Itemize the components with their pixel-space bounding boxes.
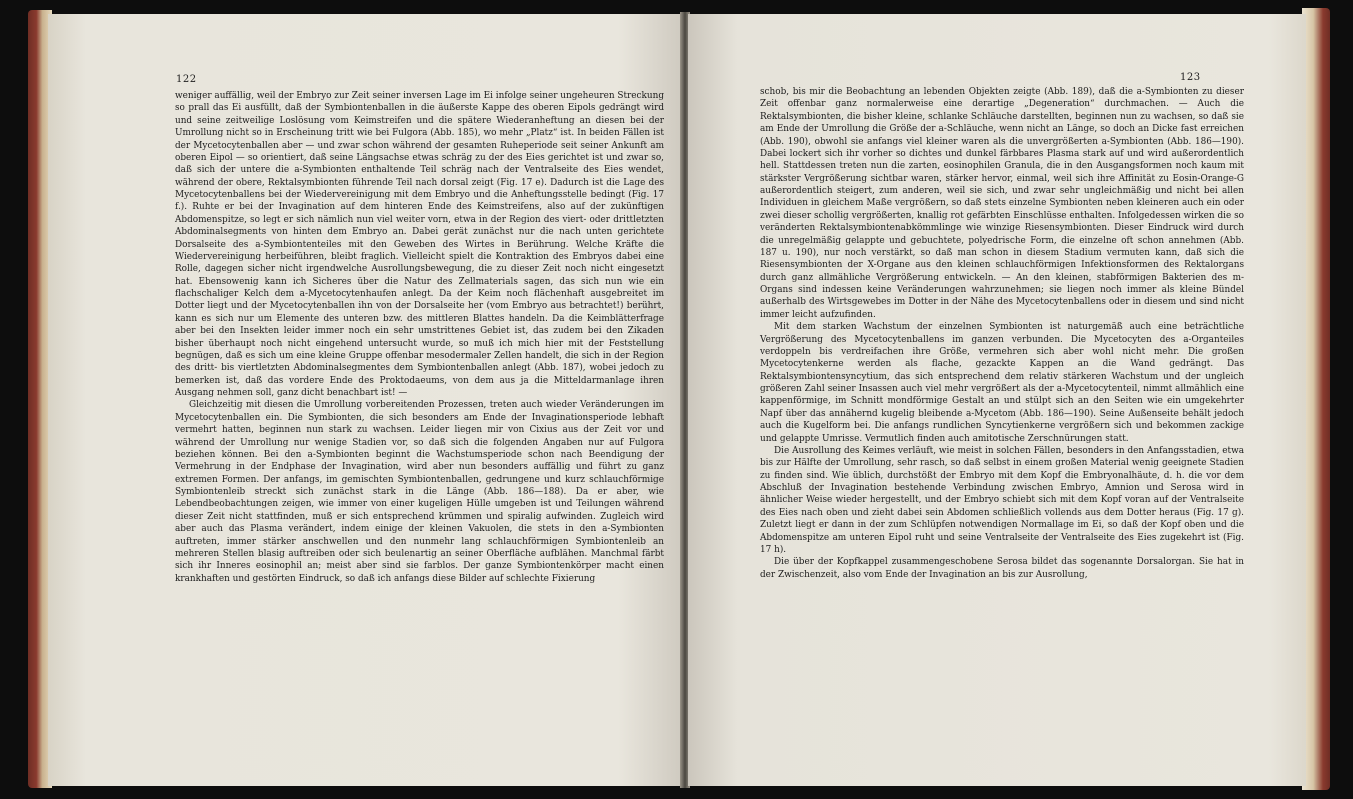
paragraph: Die über der Kopfkappel zusammengeschobene Serosa bildet das sogenannte Dorsalorgan. Sie hat in der Zwischenzeit, also vom Ende der Invagination an bis zur Ausrollung,: [760, 557, 1244, 580]
book-edge-right: [1302, 8, 1330, 790]
page-number-right: 123: [1180, 72, 1201, 83]
right-page-text: [760, 86, 1244, 581]
paragraph: schob, bis mir die Beobachtung an lebenden Objekten zeigte (Abb. 189), daß die a-Symbionten zu dieser Zeit offenbar ganz normalerweise eine derartige „Degeneration“ durchmachen. — Auch die Rektalsymbionten, die bisher kleine, schlanke Schläuche darstellten, beginnen nun zu wachsen, so daß sie am Ende der Umrollung die Größe der a-Schläuche, wenn nicht an Länge, so doch an Dicke fast erreichen (Abb. 190), obwohl sie anfangs viel kleiner waren als die unvergrößerten a-Symbionten (Abb. 186—190). Dabei lockert sich ihr vorher so dichtes und dunkel färbbares Plasma stark auf und wird außerordentlich hell. Stattdessen treten nun die zarten, eosinophilen Granula, die in den Ausgangsformen noch kaum mit stärkster Vergrößerung sichtbar waren, stärker hervor, einmal, weil sich ihre Affinität zu Eosin-Orange-G außerordentlich steigert, zum anderen, weil sie sich, und zwar sehr ungleichmäßig und nicht bei allen Individuen in gleichem Maße vergrößern, so daß stets einzelne Symbionten neben kleineren auch ein oder zwei dieser schollig vergrößerten, knallig rot gefärbten Einschlüsse enthalten. Infolgedessen wirken die so veränderten Rektalsymbiontenabkömmlinge wie winzige Riesensymbionten. Dieser Eindruck wird durch die unregelmäßig gelappte und gebuchtete, polyedrische Form, die einzelne oft schon annehmen (Abb. 187 u. 190), nur noch verstärkt, so daß man schon in diesem Stadium vermuten kann, daß sich die Riesensymbionten der X-Organe aus den kleinen schlauchförmigen Infektionsformen des Rektalorgans durch ganz allmähliche Vergrößerung entwickeln. — An den kleinen, stabförmigen Bakterien des m-Organs sind indessen keine Veränderungen wahrzunehmen; sie liegen noch immer als kleine Bündel außerhalb des Wirtsgewebes im Dotter in der Nähe des Mycetocytenballens oder in diesem und sind nicht immer leicht aufzufinden.: [760, 87, 1244, 320]
paragraph: Die Ausrollung des Keimes verläuft, wie meist in solchen Fällen, besonders in den Anfangsstadien, etwa bis zur Hälfte der Umrollung, sehr rasch, so daß selbst in einem großen Material wenig geeignete Stadien zu finden sind. Wie üblich, durchstößt der Embryo mit dem Kopf die Embryonalhäute, d. h. die vor dem Abschluß der Invagination bestehende Verbindung zwischen Embryo, Amnion und Serosa wird in ähnlicher Weise wieder hergestellt, und der Embryo schiebt sich mit dem Kopf voran auf der Ventralseite des Eies nach oben und zieht dabei sein Abdomen schließlich vollends aus dem Dotter heraus (Fig. 17 g). Zuletzt liegt er dann in der zum Schlüpfen notwendigen Normallage im Ei, so daß der Kopf oben und die Abdomenspitze am unteren Eipol ruht und seine Ventralseite der Ventralseite des Eies zugekehrt ist (Fig. 17 h).: [760, 445, 1244, 555]
paragraph: Mit dem starken Wachstum der einzelnen Symbionten ist naturgemäß auch eine beträchtliche Vergrößerung des Mycetocytenballens im ganzen verbunden. Die Mycetocyten des a-Organteiles verdoppeln bis verdreifachen ihre Größe, vermehren sich aber wohl nicht mehr. Die großen Mycetocytenkerne werden als flache, gezackte Kappen an die Wand gedrängt. Das Rektalsymbiontensyncytium, das sich entsprechend dem relativ stärkeren Wachstum und der ungleich größeren Zahl seiner Insassen auch viel mehr vergrößert als der a-Mycetocytenteil, nimmt allmählich eine kappenförmige, im Schnitt mondförmige Gestalt an und stülpt sich an den Seiten wie ein umgekehrter Napf über das annähernd kugelig bleibende a-Mycetom (Abb. 186—190). Seine Außenseite behält jedoch auch die Kugelform bei. Die anfangs rundlichen Syncytienkerne vergrößern sich und bekommen zackige und gelappte Umrisse. Vermutlich finden auch amitotische Zerschnürungen statt.: [760, 322, 1244, 444]
page-number-left: 122: [176, 74, 197, 85]
left-page: [48, 14, 682, 786]
paragraph: weniger auffällig, weil der Embryo zur Zeit seiner inversen Lage im Ei infolge seiner ungeheuren Streckung so prall das Ei ausfüllt, daß der Symbiontenballen in die äußerste Kappe des oberen Eipols gedrängt wird und seine zeitweilige Loslösung vom Keimstreifen und die spätere Wiederanheftung an diesen bei der Umrollung nicht so in Erscheinung tritt wie bei Fulgora (Abb. 185), wo mehr „Platz“ ist. In beiden Fällen ist der Mycetocytenballen aber — und zwar schon während der gesamten Ruheperiode seit seiner Ankunft am oberen Eipol — so orientiert, daß seine Längsachse etwas schräg zu der des Eies gerichtet ist und zwar so, daß sich der untere die a-Symbionten enthaltende Teil schräg nach der Ventralseite des Eies wendet, während der obere, Rektalsymbionten führende Teil nach dorsal zeigt (Fig. 17 e). Dadurch ist die Lage des Mycetocytenballens bei der Wiedervereinigung mit dem Embryo und die Anheftungsstelle bedingt (Fig. 17 f.). Ruhte er bei der Invagination auf dem hinteren Ende des Keimstreifens, also auf der zukünftigen Abdomenspitze, so legt er sich nämlich nun viel weiter vorn, etwa in der Region des viert- oder drittletzten Abdominalsegments von hinten dem Embryo an. Dabei gerät zunächst nur die nach unten gerichtete Dorsalseite des a-Symbiontenteiles mit den Geweben des Wirtes in Berührung. Welche Kräfte die Wiedervereinigung herbeiführen, bleibt fraglich. Vielleicht spielt die Kontraktion des Embryos dabei eine Rolle, dagegen sicher nicht irgendwelche Ausrollungsbewegung, die zu dieser Zeit noch nicht eingesetzt hat. Ebensowenig kann ich Sicheres über die Natur des Zellmaterials sagen, das sich nun wie ein flachschaliger Kelch dem a-Mycetocytenhaufen anlegt. Da der Keim noch flächenhaft ausgebreitet im Dotter liegt und der Mycetocytenballen ihn von der Dorsalseite her (vom Embryo aus betrachtet!) berührt, kann es sich nur um Elemente des unteren bzw. des mittleren Blattes handeln. Da die Keimblätterfrage aber bei den Insekten leider immer noch ein sehr umstrittenes Gebiet ist, das zudem bei den Zikaden bisher überhaupt noch nicht eingehend untersucht wurde, so muß ich mich hier mit der Feststellung begnügen, daß es sich um eine kleine Gruppe offenbar mesodermaler Zellen handelt, die sich in der Region des dritt- bis viertletzten Abdominalsegmentes dem Symbiontenballen anlegt (Abb. 187), wobei jedoch zu bemerken ist, daß das vordere Ende des Proktodaeums, von dem aus ja die Mitteldarmanlage ihren Ausgang nehmen soll, ganz dicht benachbart ist! —: [175, 91, 664, 398]
paragraph: Gleichzeitig mit diesen die Umrollung vorbereitenden Prozessen, treten auch wieder Veränderungen im Mycetocytenballen ein. Die Symbionten, die sich besonders am Ende der Invaginationsperiode lebhaft vermehrt hatten, beginnen nun stark zu wachsen. Leider liegen mir von Cixius aus der Zeit vor und während der Umrollung nur wenige Stadien vor, so daß sich die folgenden Angaben nur auf Fulgora beziehen können. Bei den a-Symbionten beginnt die Wachstumsperiode schon nach Beendigung der Vermehrung in der Endphase der Invagination, wird aber nun besonders auffällig und führt zu ganz extremen Formen. Der anfangs, im gemischten Symbiontenballen, gedrungene und kurz schlauchförmige Symbiontenleib streckt sich zunächst stark in die Länge (Abb. 186—188). Da er aber, wie Lebendbeobachtungen zeigen, wie immer von einer kugeligen Hülle umgeben ist und Teilungen während dieser Zeit nicht stattfinden, muß er sich entsprechend krümmen und spiralig aufwinden. Zugleich wird aber auch das Plasma verändert, indem einige der kleinen Vakuolen, die stets in den a-Symbionten auftreten, immer stärker anschwellen und den nunmehr lang schlauchförmigen Symbiontenleib an mehreren Stellen blasig auftreiben oder sich beulenartig an seiner Oberfläche aufblähen. Manchmal färbt sich ihr Inneres eosinophil an; meist aber sind sie farblos. Der ganze Symbiontenkörper macht einen krankhaften und gestörten Eindruck, so daß ich anfangs diese Bilder auf schlechte Fixierung: [175, 400, 664, 584]
right-page: [688, 14, 1306, 786]
left-page-text: [175, 90, 664, 585]
